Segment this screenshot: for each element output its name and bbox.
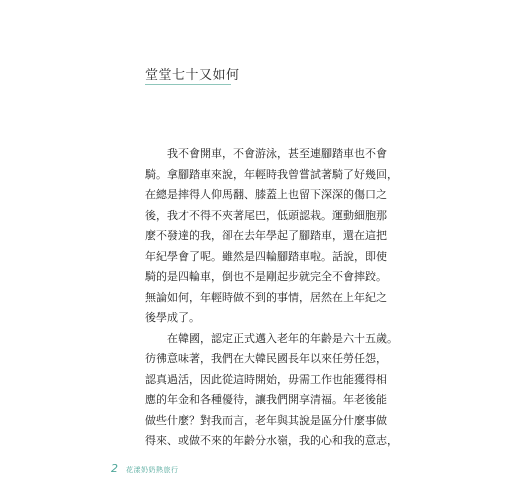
body-line: 後學成了。: [145, 311, 200, 324]
body-line: 年紀學會了呢。雖然是四輪腳踏車啦。話說，即使: [145, 249, 387, 263]
running-title: 花漾奶奶熱旅行: [126, 466, 179, 474]
chapter-title: 堂堂七十又如何: [145, 68, 240, 83]
body-line: 麼不發達的我，卻在去年學起了腳踏車，還在這把: [145, 229, 387, 242]
body-line: 我不會開車，不會游泳，甚至連腳踏車也不會: [167, 147, 387, 160]
page-footer: [111, 462, 179, 475]
body-line: 無論如何，年輕時做不到的事情，居然在上年紀之: [145, 290, 387, 304]
body-line: 彷彿意味著，我們在大韓民國長年以來任勞任怨，: [145, 352, 387, 365]
page-number: 2: [111, 462, 118, 475]
body-text: [145, 144, 398, 452]
body-line: 做些什麼？對我而言，老年與其說是區分什麼事做: [145, 413, 387, 427]
body-line: 得來、或做不來的年齡分水嶺，我的心和我的意志，: [145, 434, 398, 447]
title-underline: [145, 84, 231, 85]
body-line: 在總是摔得人仰馬翻、膝蓋上也留下深深的傷口之: [145, 188, 387, 201]
body-line: 後，我才不得不夾著尾巴，低頭認栽。運動細胞那: [145, 208, 387, 222]
body-line: 騎的是四輪車，倒也不是剛起步就完全不會摔跤。: [145, 270, 387, 283]
body-line: 認真過活，因此從這時開始，毋需工作也能獲得相: [145, 372, 387, 386]
body-line: 應的年金和各種優待，讓我們開享清福。年老後能: [145, 393, 387, 406]
body-line: 騎。拿腳踏車來說，年輕時我曾嘗試著騎了好幾回，: [145, 167, 398, 181]
body-line: 在韓國，認定正式邁入老年的年齡是六十五歲。: [167, 331, 398, 345]
